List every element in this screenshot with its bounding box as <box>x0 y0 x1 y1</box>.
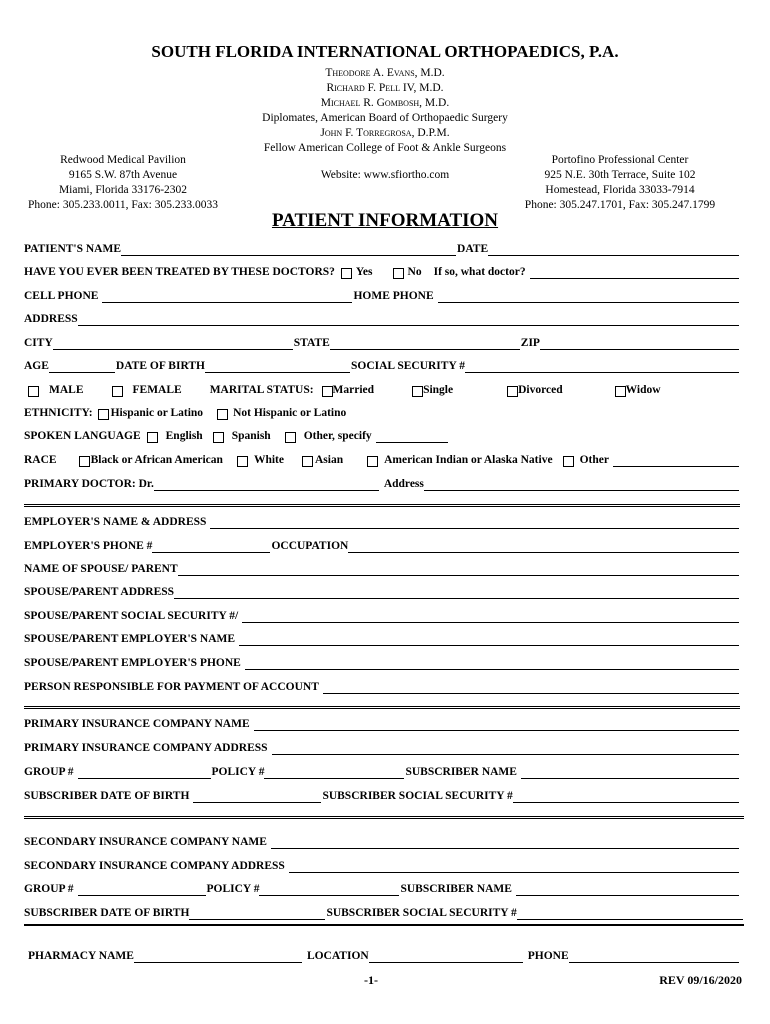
label-female: FEMALE <box>132 384 182 396</box>
label-subscriber-ssn: SUBSCRIBER SOCIAL SECURITY # <box>322 790 513 802</box>
label-cell-phone: CELL PHONE <box>24 290 99 302</box>
row-ethnicity <box>24 404 740 420</box>
asian-checkbox[interactable] <box>302 456 313 467</box>
label-address: ADDRESS <box>24 313 78 325</box>
label-pd-address: Address <box>383 478 424 490</box>
label-yes: Yes <box>355 266 373 278</box>
form-title: PATIENT INFORMATION <box>271 210 499 231</box>
label-spoken-language: SPOKEN LANGUAGE <box>24 430 141 442</box>
primary-doctor-address-field[interactable] <box>424 479 739 491</box>
left-office <box>0 153 246 213</box>
row-secondary-group <box>24 880 740 896</box>
left-office-city: Miami, Florida 33176-2302 <box>58 184 188 196</box>
yes-checkbox[interactable] <box>341 268 352 279</box>
label-age: AGE <box>24 360 49 372</box>
state-field[interactable] <box>330 338 520 350</box>
label-marital: MARITAL STATUS: <box>209 384 314 396</box>
spouse-employer-field[interactable] <box>239 634 739 646</box>
black-checkbox[interactable] <box>79 456 90 467</box>
right-office-street: 925 N.E. 30th Terrace, Suite 102 <box>544 169 696 181</box>
label-hispanic: Hispanic or Latino <box>110 407 204 419</box>
label-black: Black or African American <box>90 454 223 466</box>
date-field[interactable] <box>488 244 739 256</box>
doctor-evans: Theodore A. Evans, M.D. <box>325 67 445 79</box>
label-spouse-employer-phone: SPOUSE/PARENT EMPLOYER'S PHONE <box>24 657 241 669</box>
label-secondary-ins-address: SECONDARY INSURANCE COMPANY ADDRESS <box>24 860 285 872</box>
label-spouse-name: NAME OF SPOUSE/ PARENT <box>24 563 178 575</box>
label-spouse-ssn: SPOUSE/PARENT SOCIAL SECURITY #/ <box>24 610 239 622</box>
label-city: CITY <box>24 337 53 349</box>
row-spouse-employer-phone <box>24 654 740 670</box>
row-secondary-ins-name <box>24 833 740 849</box>
home-phone-field[interactable] <box>438 291 739 303</box>
employer-phone-field[interactable] <box>152 541 270 553</box>
address-field[interactable] <box>78 314 739 326</box>
primary-group-field[interactable] <box>78 767 211 779</box>
row-secondary-ins-address <box>24 857 740 873</box>
patient-name-field[interactable] <box>121 244 456 256</box>
other-language-checkbox[interactable] <box>285 432 296 443</box>
label-primary-ins-name: PRIMARY INSURANCE COMPANY NAME <box>24 718 250 730</box>
doctor-pell: Richard F. Pell IV, M.D. <box>326 82 444 94</box>
secondary-policy-field[interactable] <box>259 884 399 896</box>
doctor-torregrosa: John F. Torregrosa, D.P.M. <box>320 127 450 139</box>
row-spouse-name <box>24 560 740 576</box>
label-male: MALE <box>49 384 84 396</box>
american-indian-checkbox[interactable] <box>367 456 378 467</box>
secondary-subscriber-dob-field[interactable] <box>189 908 325 920</box>
pharmacy-phone-field[interactable] <box>569 951 739 963</box>
spouse-ssn-field[interactable] <box>242 611 739 623</box>
label-employer-name: EMPLOYER'S NAME & ADDRESS <box>24 516 207 528</box>
label-group-2: GROUP # <box>24 883 74 895</box>
row-responsible <box>24 678 740 694</box>
spouse-employer-phone-field[interactable] <box>245 658 739 670</box>
label-date: DATE <box>457 243 489 255</box>
label-english: English <box>165 430 203 442</box>
row-pharmacy <box>28 947 740 963</box>
label-spouse-employer: SPOUSE/PARENT EMPLOYER'S NAME <box>24 633 236 645</box>
spouse-name-field[interactable] <box>178 564 739 576</box>
label-zip: ZIP <box>520 337 540 349</box>
dob-field[interactable] <box>205 361 350 373</box>
diplomates-line: Diplomates, American Board of Orthopaedic Surgery <box>262 112 508 124</box>
english-checkbox[interactable] <box>147 432 158 443</box>
label-subscriber-ssn-2: SUBSCRIBER SOCIAL SECURITY # <box>326 907 517 919</box>
label-married: Married <box>332 384 375 396</box>
female-checkbox[interactable] <box>112 386 123 397</box>
label-not-hispanic: Not Hispanic or Latino <box>233 407 347 419</box>
label-race: RACE <box>24 454 57 466</box>
married-checkbox[interactable] <box>322 386 333 397</box>
label-single: Single <box>423 384 454 396</box>
row-employer-name <box>24 513 740 529</box>
label-patient-name: PATIENT'S NAME <box>24 243 122 255</box>
label-white: White <box>253 454 284 466</box>
primary-doctor-field[interactable] <box>154 479 379 491</box>
zip-field[interactable] <box>540 338 739 350</box>
right-office-phone: Phone: 305.247.1701, Fax: 305.247.1799 <box>524 199 716 211</box>
label-home-phone: HOME PHONE <box>353 290 434 302</box>
right-office <box>500 153 740 213</box>
spouse-address-field[interactable] <box>174 587 739 599</box>
secondary-subscriber-ssn-field[interactable] <box>517 908 743 920</box>
spanish-checkbox[interactable] <box>213 432 224 443</box>
other-language-field[interactable] <box>376 431 448 443</box>
label-phone: PHONE <box>527 950 569 962</box>
label-state: STATE <box>293 337 330 349</box>
primary-ins-address-field[interactable] <box>272 743 739 755</box>
label-occupation: OCCUPATION <box>271 540 349 552</box>
label-spanish: Spanish <box>231 430 271 442</box>
label-subscriber-dob: SUBSCRIBER DATE OF BIRTH <box>24 790 190 802</box>
row-treated <box>24 263 740 279</box>
left-office-phone: Phone: 305.233.0011, Fax: 305.233.0033 <box>28 199 218 211</box>
row-spouse-address <box>24 583 740 599</box>
pharmacy-name-field[interactable] <box>134 951 302 963</box>
city-field[interactable] <box>53 338 293 350</box>
primary-policy-field[interactable] <box>264 767 404 779</box>
practice-name: SOUTH FLORIDA INTERNATIONAL ORTHOPAEDICS, P.A. <box>151 42 619 61</box>
row-race <box>24 451 740 467</box>
label-location: LOCATION <box>306 950 369 962</box>
other-race-field[interactable] <box>613 455 739 467</box>
pharmacy-location-field[interactable] <box>369 951 523 963</box>
row-primary-doctor <box>24 475 740 491</box>
label-dob: DATE OF BIRTH <box>115 360 205 372</box>
label-pharmacy-name: PHARMACY NAME <box>28 950 134 962</box>
ssn-field[interactable] <box>465 361 739 373</box>
website[interactable]: Website: www.sfiortho.com <box>320 169 450 181</box>
label-group: GROUP # <box>24 766 74 778</box>
label-asian: Asian <box>314 454 344 466</box>
label-treated: HAVE YOU EVER BEEN TREATED BY THESE DOCTORS? <box>24 266 335 278</box>
doctor-gombosh: Michael R. Gombosh, M.D. <box>320 97 450 109</box>
row-address <box>24 310 740 326</box>
row-phones <box>24 287 740 303</box>
row-city <box>24 334 740 350</box>
label-ssn: SOCIAL SECURITY # <box>350 360 465 372</box>
primary-subscriber-dob-field[interactable] <box>193 791 321 803</box>
label-subscriber-name: SUBSCRIBER NAME <box>405 766 517 778</box>
label-policy: POLICY # <box>211 766 265 778</box>
label-if-so: If so, what doctor? <box>433 266 526 278</box>
row-primary-ins-name <box>24 715 740 731</box>
label-divorced: Divorced <box>518 384 563 396</box>
row-spouse-employer <box>24 630 740 646</box>
fellow-line: Fellow American College of Foot & Ankle Surgeons <box>263 142 507 154</box>
row-primary-group <box>24 763 740 779</box>
occupation-field[interactable] <box>348 541 739 553</box>
label-primary-doctor: PRIMARY DOCTOR: Dr. <box>24 478 154 490</box>
primary-ins-name-field[interactable] <box>254 719 739 731</box>
label-ethnicity: ETHNICITY: <box>24 407 93 419</box>
right-office-name: Portofino Professional Center <box>551 154 689 166</box>
label-secondary-ins-name: SECONDARY INSURANCE COMPANY NAME <box>24 836 267 848</box>
which-doctor-field[interactable] <box>530 267 739 279</box>
right-office-city: Homestead, Florida 33033-7914 <box>545 184 695 196</box>
row-language <box>24 427 740 443</box>
row-employer-phone <box>24 537 740 553</box>
row-gender-marital <box>24 381 740 397</box>
single-checkbox[interactable] <box>412 386 423 397</box>
label-other-race: Other <box>579 454 609 466</box>
secondary-ins-name-field[interactable] <box>271 837 739 849</box>
other-race-checkbox[interactable] <box>563 456 574 467</box>
label-american-indian: American Indian or Alaska Native <box>384 454 553 466</box>
male-checkbox[interactable] <box>28 386 39 397</box>
label-subscriber-name-2: SUBSCRIBER NAME <box>400 883 512 895</box>
left-office-street: 9165 S.W. 87th Avenue <box>68 169 178 181</box>
white-checkbox[interactable] <box>237 456 248 467</box>
row-primary-ins-address <box>24 739 740 755</box>
separator-3 <box>24 816 744 826</box>
secondary-ins-address-field[interactable] <box>289 861 739 873</box>
divorced-checkbox[interactable] <box>507 386 518 397</box>
row-patient-name <box>24 240 740 256</box>
label-other-specify: Other, specify <box>303 430 372 442</box>
label-spouse-address: SPOUSE/PARENT ADDRESS <box>24 586 175 598</box>
label-primary-ins-address: PRIMARY INSURANCE COMPANY ADDRESS <box>24 742 268 754</box>
label-no: No <box>407 266 422 278</box>
label-widow: Widow <box>625 384 661 396</box>
not-hispanic-checkbox[interactable] <box>217 409 228 420</box>
label-subscriber-dob-2: SUBSCRIBER DATE OF BIRTH <box>24 907 190 919</box>
age-field[interactable] <box>49 361 115 373</box>
employer-name-field[interactable] <box>210 517 739 529</box>
secondary-group-field[interactable] <box>78 884 206 896</box>
row-secondary-subscriber <box>24 904 744 920</box>
cell-phone-field[interactable] <box>102 291 352 303</box>
row-spouse-ssn <box>24 607 740 623</box>
hispanic-checkbox[interactable] <box>98 409 109 420</box>
no-checkbox[interactable] <box>393 268 404 279</box>
page-number: -1- <box>364 973 378 987</box>
revision-date: REV 09/16/2020 <box>659 973 742 987</box>
widow-checkbox[interactable] <box>615 386 626 397</box>
label-responsible: PERSON RESPONSIBLE FOR PAYMENT OF ACCOUNT <box>24 681 319 693</box>
separator-4 <box>24 924 744 926</box>
primary-subscriber-name-field[interactable] <box>521 767 739 779</box>
responsible-field[interactable] <box>323 682 739 694</box>
label-employer-phone: EMPLOYER'S PHONE # <box>24 540 153 552</box>
primary-subscriber-ssn-field[interactable] <box>513 791 739 803</box>
left-office-name: Redwood Medical Pavilion <box>60 154 186 166</box>
secondary-subscriber-name-field[interactable] <box>516 884 739 896</box>
row-age <box>24 357 740 373</box>
label-policy-2: POLICY # <box>206 883 260 895</box>
row-primary-subscriber <box>24 787 740 803</box>
